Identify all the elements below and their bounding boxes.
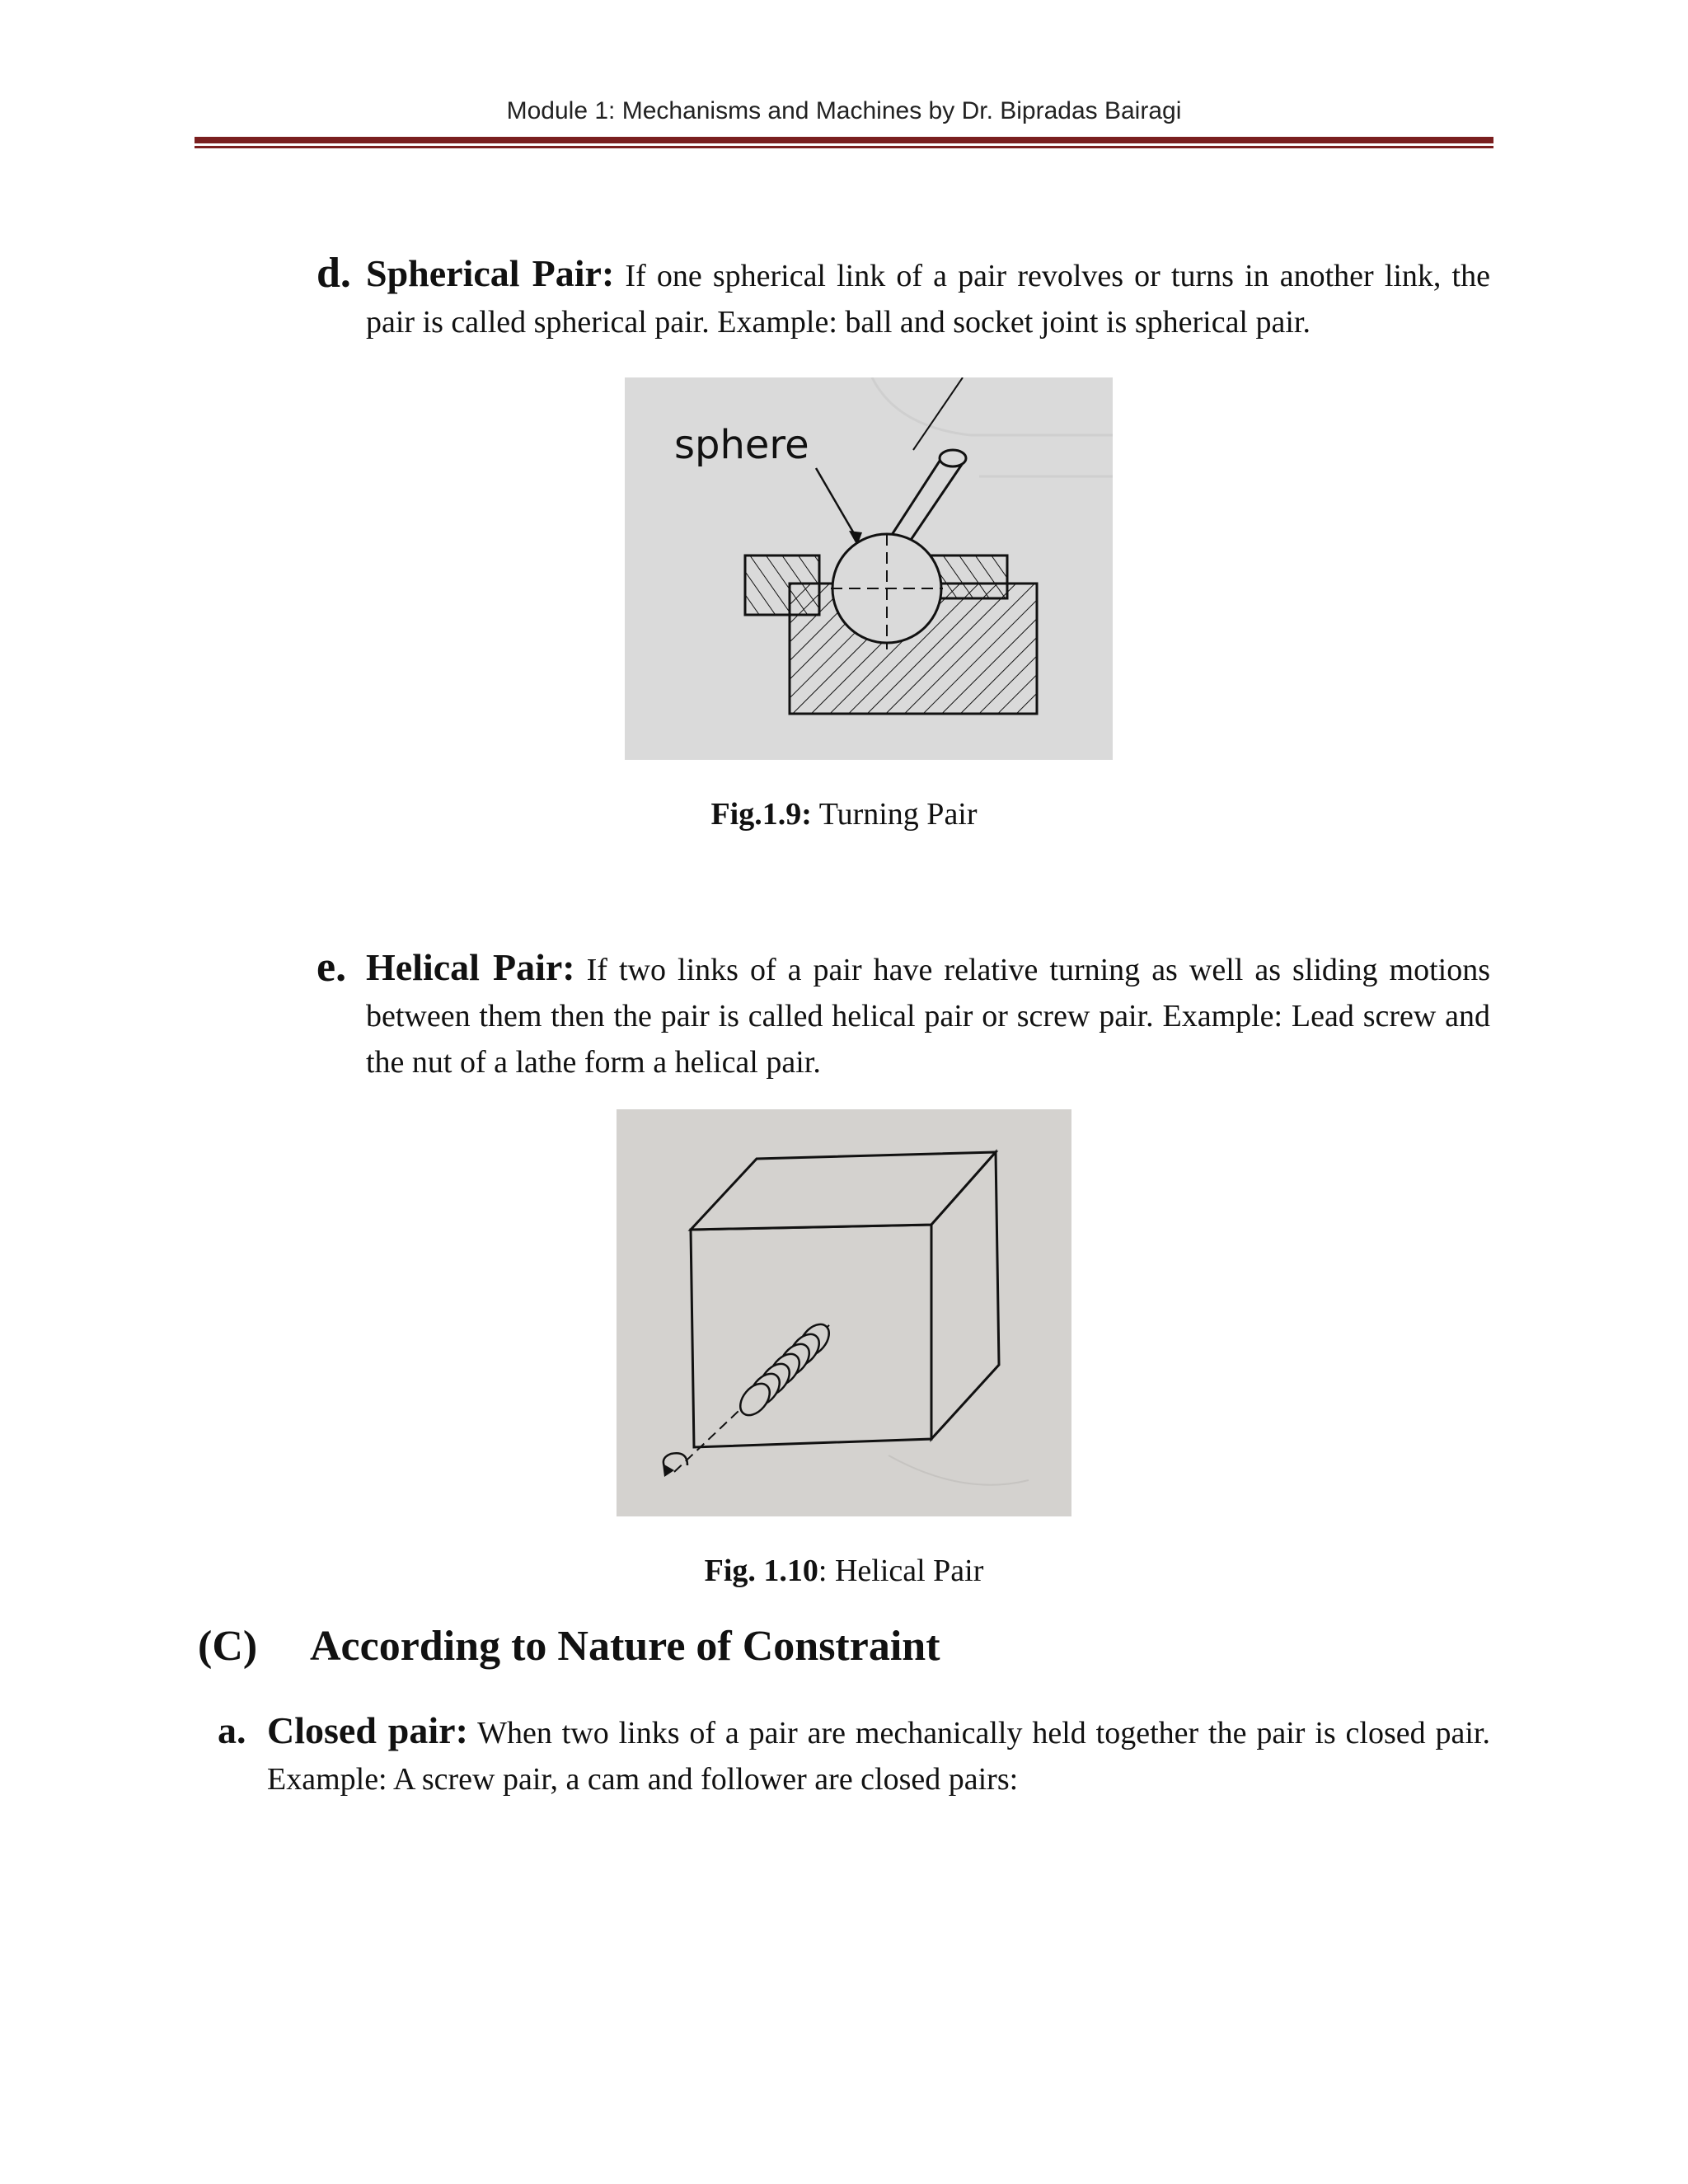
- figure-1-9-caption-text: Turning Pair: [811, 797, 978, 832]
- helical-pair-term: Helical Pair:: [366, 946, 575, 988]
- sphere-label: sphere: [674, 422, 809, 468]
- spherical-pair-text: If one spherical link of a pair revolves or turns in another link, the pair is called spherical pair. Example: ball and socket joint is spherical pair.: [366, 259, 1490, 340]
- figure-helical-pair: [617, 1109, 1071, 1516]
- spherical-pair-drawing: [625, 377, 1113, 760]
- item-marker-d: d.: [316, 250, 351, 297]
- helical-pair-item: [316, 944, 1490, 1085]
- section-c-title: According to Nature of Constraint: [310, 1623, 940, 1670]
- figure-1-9-caption: [0, 796, 1688, 832]
- item-marker-a: a.: [218, 1709, 246, 1751]
- figure-1-10-caption-text: : Helical Pair: [818, 1554, 984, 1588]
- page-header: Module 1: Mechanisms and Machines by Dr. Bipradas Bairagi: [506, 97, 1182, 124]
- figure-spherical-pair: [625, 377, 1113, 760]
- figure-1-10-caption-bold: Fig. 1.10: [704, 1554, 818, 1588]
- closed-pair-item: [218, 1708, 1490, 1802]
- header-rule-thin: [195, 146, 1493, 148]
- closed-pair-text: When two links of a pair are mechanically held together the pair is closed pair. Example: A screw pair, a cam and follower are closed pairs:: [267, 1716, 1490, 1797]
- spherical-pair-item: [316, 250, 1490, 345]
- section-c-label: (C): [198, 1623, 258, 1670]
- spherical-pair-term: Spherical Pair:: [366, 252, 615, 294]
- figure-1-10-caption: [0, 1553, 1688, 1589]
- section-c-heading: [198, 1622, 940, 1671]
- closed-pair-term: Closed pair:: [267, 1709, 468, 1751]
- header-rule: [195, 137, 1493, 143]
- helical-pair-drawing: [617, 1109, 1071, 1516]
- item-marker-e: e.: [316, 944, 347, 991]
- helical-pair-text: If two links of a pair have relative turning as well as sliding motions between them then the pair is called helical pair or screw pair. Example: Lead screw and the nut of a lathe form a helical pair.: [366, 953, 1490, 1080]
- figure-1-9-caption-bold: Fig.1.9:: [710, 797, 812, 832]
